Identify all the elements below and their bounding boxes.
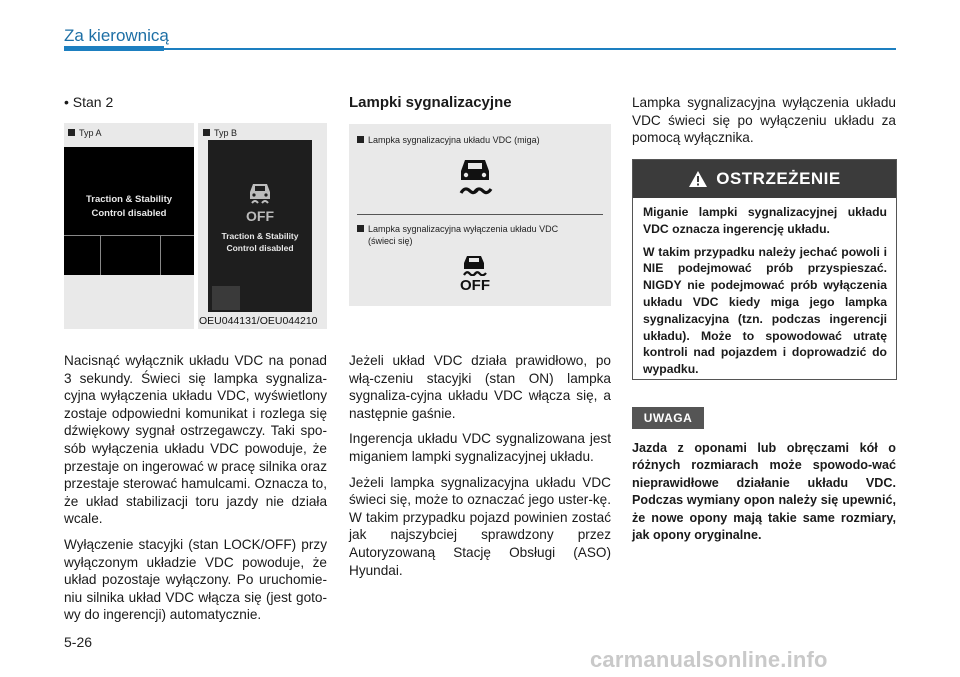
square-bullet-icon [357, 225, 364, 232]
paragraph: Nacisnąć wyłącznik układu VDC na ponad 3 sekundy. Świeci się lampka sygnaliza-cyjna wyłączenia układu VDC, wyświetlony zostaje odpowiedni komunikat i rozlega się dźwiękowy sygnał ostrzegawczy. Taki spo-sób wyłączenia układu VDC powoduje, że przestaje on ingerować w pracę silnika oraz przestaje sterować hamulcami. Oznacza to, że układ stabilizacji toru jazdy nie działa wcale. [64, 353, 327, 527]
lcd-message-line2: Control disabled [91, 208, 167, 219]
lcd-message-line1: Traction & Stability [221, 231, 299, 241]
lcd-display-type-a [64, 147, 194, 275]
warning-triangle-icon [688, 170, 708, 188]
paragraph: Jeżeli układ VDC działa prawidłowo, po włą-czeniu stacyjki (stan ON) lampka sygnaliza-cyjna układu VDC włącza się, a następnie gaśnie. [349, 353, 611, 421]
vdc-off-lamp-icon [461, 254, 489, 276]
paragraph: W takim przypadku należy jechać powoli i NIE podejmować prób przyspieszać. NIGDY nie podejmować prób wyłączenia układu VDC kiedy miga jego lampka sygnalizacyjna (tzn. podczas ingerencji układu). Może to spowodować utratę kontroli nad pojazdem i doprowadzić do wypadku. [643, 244, 887, 377]
type-a-label: Typ A [68, 128, 102, 138]
type-b-label: Typ B [203, 128, 237, 138]
notice-badge: UWAGA [632, 407, 704, 429]
off-label: OFF [460, 277, 490, 294]
lamp-label-off: Lampka sygnalizacyjna wyłączenia układu VDC (świeci się) [357, 223, 558, 247]
paragraph: Miganie lampki sygnalizacyjnej układu VDC oznacza ingerencję układu. [643, 205, 887, 236]
lcd-message-line2: Control disabled [226, 243, 294, 253]
lcd-message-line1: Traction & Stability [85, 194, 173, 205]
square-bullet-icon [357, 136, 364, 143]
square-bullet-icon [203, 129, 210, 136]
warning-header [633, 160, 896, 198]
watermark: carmanualsonline.info [590, 647, 828, 672]
header-accent [64, 46, 164, 51]
paragraph: Jeżeli lampka sygnalizacyjna układu VDC świeci się, może to oznaczać jego uster-kę. W takim przypadku pojazd powinien zostać jak najszybciej sprawdzony przez Autoryzowaną Stację Obsługi (ASO) Hyundai. [349, 474, 611, 578]
warning-title: OSTRZEŻENIE [716, 169, 841, 188]
subsection-title: Lampki sygnalizacyjne [349, 94, 512, 111]
right-intro: Lampka sygnalizacyjna wyłączenia układu VDC świeci się po wyłączeniu układu za pomocą wyłącznika. [632, 95, 896, 146]
lamp-label-blink: Lampka sygnalizacyjna układu VDC (miga) [357, 135, 540, 145]
vdc-car-icon [246, 180, 274, 206]
header-divider [64, 48, 896, 50]
warning-box [632, 159, 897, 380]
vdc-lamp-icon [456, 157, 494, 197]
section-title: Za kierownicą [64, 26, 169, 45]
middle-body [349, 352, 611, 587]
square-bullet-icon [68, 129, 75, 136]
lcd-display-type-b [208, 140, 312, 312]
state-heading: • Stan 2 [64, 94, 114, 110]
page-number: 5-26 [64, 634, 93, 650]
warning-lamp-figure [349, 124, 611, 306]
left-body [64, 352, 327, 632]
notice-text: Jazda z oponami lub obręczami kół o różnych rozmiarach może spowodo-wać nieprawidłowe działanie układu VDC. Podczas wymiany opon należy się upewnić, że nowe opony mają takie same rozmiary, jak opony oryginalne. [632, 441, 896, 543]
paragraph: Ingerencja układu VDC sygnalizowana jest miganiem lampki sygnalizacyjnej układu. [349, 431, 611, 464]
warning-text [643, 204, 887, 384]
paragraph: Wyłączenie stacyjki (stan LOCK/OFF) przy wyłączonym układzie VDC powoduje, że układ pozostaje wyłączony. Po uruchomie-niu silnika układ VDC włącza się (jest goto-wy do ingerencji) automatycznie. [64, 536, 327, 623]
figure-caption: OEU044131/OEU044210 [199, 315, 318, 327]
off-indicator: OFF [246, 208, 274, 224]
